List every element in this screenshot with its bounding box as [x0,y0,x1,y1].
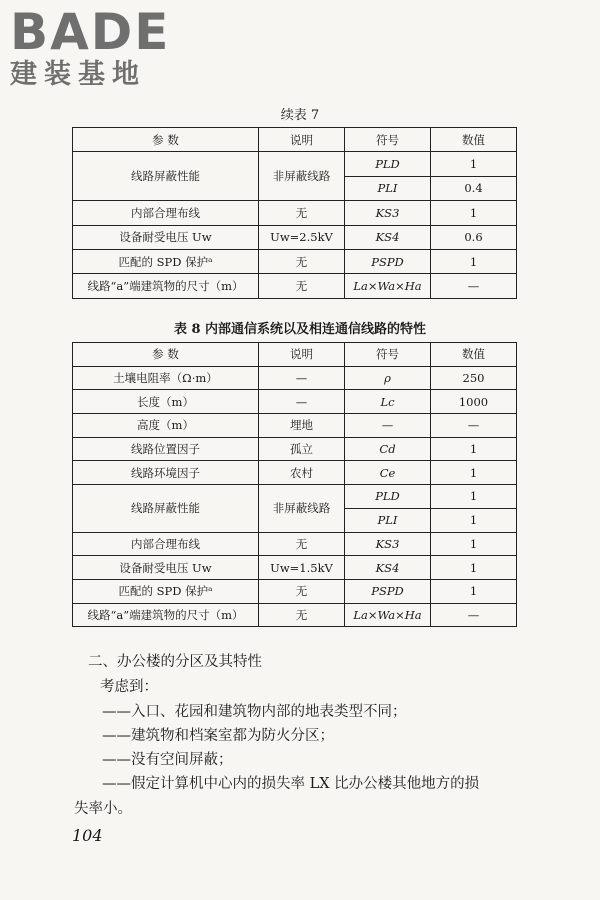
cell-value: 250 [431,366,517,390]
bade-logo [10,3,171,90]
cell-symbol: PLD [345,485,431,509]
cell-desc: Uw=2.5kV [259,225,345,249]
cell-param: 设备耐受电压 Uw [73,225,259,249]
cell-desc: 无 [259,249,345,273]
cell-symbol: PSPD [345,249,431,273]
table-row [73,437,517,461]
cell-symbol: PLD [345,152,431,176]
cell-value: — [431,603,517,627]
cell-value: — [431,274,517,298]
cell-symbol: Lc [345,390,431,414]
cell-value: 1 [431,556,517,580]
cell-desc: Uw=1.5kV [259,556,345,580]
cell-param: 线路屏蔽性能 [73,152,259,201]
table-row [73,556,517,580]
cell-param: 内部合理布线 [73,201,259,225]
cell-param: 高度（m） [73,414,259,438]
cell-desc: 无 [259,201,345,225]
header-value: 数值 [431,343,517,367]
table-row [73,201,517,225]
cell-desc: — [259,390,345,414]
cell-value: 1 [431,152,517,176]
cell-desc: 农村 [259,461,345,485]
table-header-row [73,343,517,367]
cell-value: 1 [431,532,517,556]
cell-value: 0.4 [431,176,517,200]
header-param: 参 数 [73,343,259,367]
cell-desc: 孤立 [259,437,345,461]
cell-value: 1 [431,437,517,461]
table-row [73,390,517,414]
cell-symbol: KS3 [345,532,431,556]
cell-value: — [431,414,517,438]
list-item: ——建筑物和档案室都为防火分区； [102,728,334,744]
table-row [73,249,517,273]
logo-subtitle: 建装基地 [10,59,146,90]
cell-desc: 无 [259,579,345,603]
cell-symbol: La×Wa×Ha [345,603,431,627]
cell-desc: — [259,366,345,390]
table-row [73,414,517,438]
cell-param: 匹配的 SPD 保护ᵃ [73,249,259,273]
table8-caption: 表 8 内部通信系统以及相连通信线路的特性 [173,322,427,337]
list-item: ——入口、花园和建筑物内部的地表类型不同； [102,704,407,720]
cell-symbol: PLI [345,176,431,200]
cell-symbol: La×Wa×Ha [345,274,431,298]
list-item-continuation: 失率小。 [74,801,132,817]
table-row [73,579,517,603]
cell-desc: 非屏蔽线路 [259,152,345,201]
table-row [73,274,517,298]
header-desc: 说明 [259,128,345,152]
cell-desc: 埋地 [259,414,345,438]
table-row [73,603,517,627]
intro-line: 考虑到： [100,679,158,695]
table7-caption: 续表 7 [280,108,320,123]
cell-desc: 无 [259,532,345,556]
cell-symbol: KS3 [345,201,431,225]
cell-param: 线路屏蔽性能 [73,485,259,532]
table-row [73,366,517,390]
table-row [73,461,517,485]
cell-param: 长度（m） [73,390,259,414]
header-value: 数值 [431,128,517,152]
table-header-row [73,128,517,152]
header-symbol: 符号 [345,128,431,152]
cell-param: 线路环境因子 [73,461,259,485]
cell-desc: 非屏蔽线路 [259,485,345,532]
table7 [72,127,517,299]
cell-param: 线路“a”端建筑物的尺寸（m） [73,274,259,298]
list-item: ——假定计算机中心内的损失率 LX 比办公楼其他地方的损 [102,776,480,792]
page-number: 104 [72,826,103,845]
table-row [73,152,517,176]
cell-value: 1 [431,485,517,509]
cell-param: 土壤电阻率（Ω·m） [73,366,259,390]
cell-param: 匹配的 SPD 保护ᵃ [73,579,259,603]
table-row [73,485,517,509]
cell-symbol: KS4 [345,556,431,580]
cell-symbol: — [345,414,431,438]
header-desc: 说明 [259,343,345,367]
cell-desc: 无 [259,274,345,298]
logo-wordmark: BADE [10,3,171,61]
header-symbol: 符号 [345,343,431,367]
cell-value: 1000 [431,390,517,414]
cell-value: 1 [431,201,517,225]
cell-param: 内部合理布线 [73,532,259,556]
table8 [72,342,517,627]
cell-symbol: ρ [345,366,431,390]
cell-param: 设备耐受电压 Uw [73,556,259,580]
cell-symbol: Ce [345,461,431,485]
list-item: ——没有空间屏蔽； [102,752,233,768]
cell-value: 1 [431,579,517,603]
cell-desc: 无 [259,603,345,627]
section-heading: 二、办公楼的分区及其特性 [88,654,262,670]
cell-symbol: KS4 [345,225,431,249]
cell-symbol: PLI [345,508,431,532]
header-param: 参 数 [73,128,259,152]
cell-symbol: Cd [345,437,431,461]
cell-value: 1 [431,508,517,532]
cell-symbol: PSPD [345,579,431,603]
cell-value: 1 [431,461,517,485]
table-row [73,225,517,249]
cell-param: 线路“a”端建筑物的尺寸（m） [73,603,259,627]
table-row [73,532,517,556]
cell-value: 1 [431,249,517,273]
cell-param: 线路位置因子 [73,437,259,461]
cell-value: 0.6 [431,225,517,249]
